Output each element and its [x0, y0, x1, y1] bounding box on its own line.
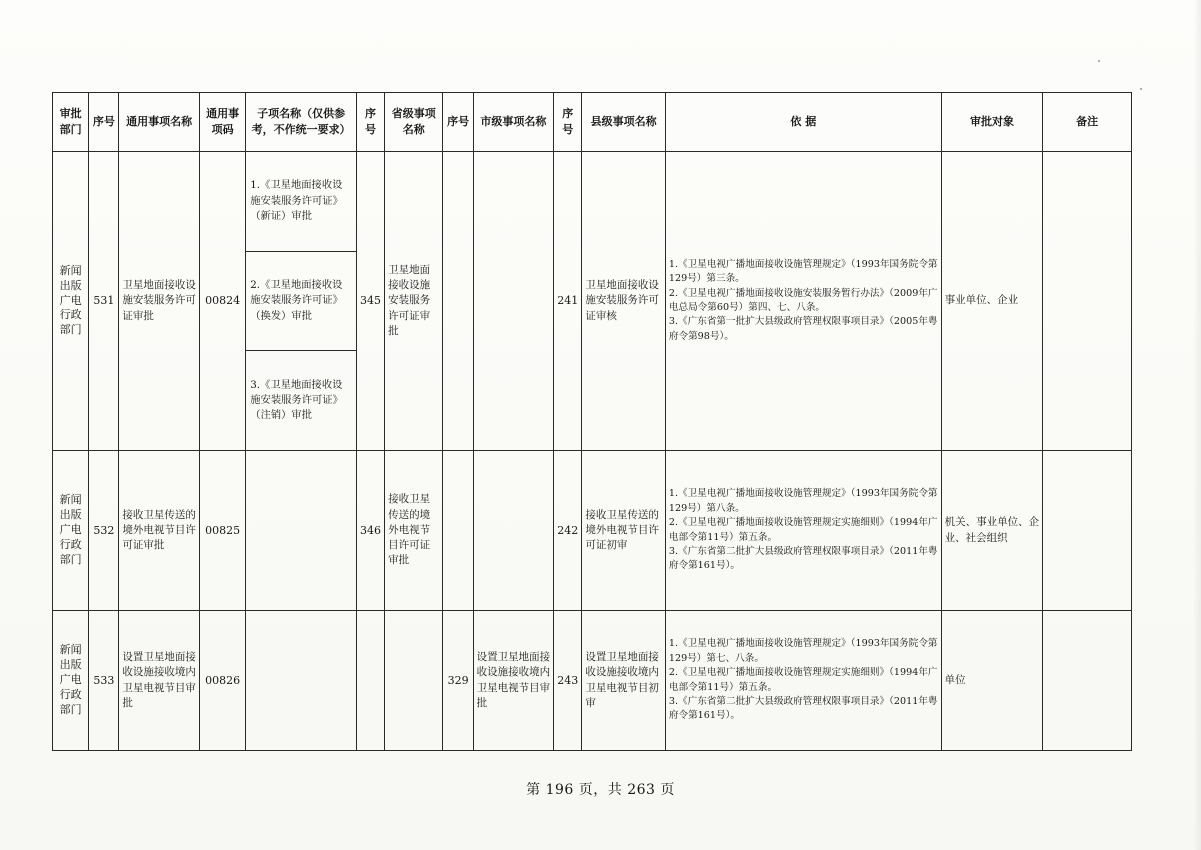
header-county-name: 县级事项名称: [582, 93, 666, 152]
table-row: [53, 451, 1132, 611]
cell-city-seq: 329: [443, 611, 473, 751]
sub-item: 1.《卫星地面接收设施安装服务许可证》（新证）审批: [246, 152, 356, 252]
cell-county-seq: 243: [554, 611, 582, 751]
cell-item-name: 卫星地面接收设施安装服务许可证审批: [119, 152, 200, 451]
cell-sub-items: [246, 152, 357, 451]
cell-seq: 531: [89, 152, 119, 451]
cell-target: 单位: [941, 611, 1043, 751]
sub-item: 3.《卫星地面接收设施安装服务许可证》（注销）审批: [250, 378, 343, 422]
header-item-code: 通用事项码: [199, 93, 245, 152]
header-city-name: 市级事项名称: [473, 93, 554, 152]
cell-county-seq: 241: [554, 152, 582, 451]
header-sub-name: 子项名称（仅供参考，不作统一要求）: [246, 93, 357, 152]
header-dept: 审批部门: [53, 93, 89, 152]
cell-city-name: 设置卫星地面接收设施接收境内卫星电视节目审批: [473, 611, 554, 751]
approval-items-table: [52, 92, 1132, 751]
page-number-footer: 第 196 页，共 263 页: [526, 782, 675, 798]
table-header: [53, 93, 1132, 152]
header-seq: 序号: [89, 93, 119, 152]
header-item-name: 通用事项名称: [119, 93, 200, 152]
cell-item-code: 00824: [199, 152, 245, 451]
cell-target: 事业单位、企业: [941, 152, 1043, 451]
cell-county-name: 设置卫星地面接收设施接收境内卫星电视节目初审: [582, 611, 666, 751]
sub-item: 2.《卫星地面接收设施安装服务许可证》（换发）审批: [246, 252, 356, 352]
cell-seq: 533: [89, 611, 119, 751]
cell-dept: 新闻出版广电行政部门: [53, 152, 89, 451]
cell-dept: 新闻出版广电行政部门: [53, 451, 89, 611]
cell-prov-name: 接收卫星传送的境外电视节目许可证审批: [385, 451, 443, 611]
cell-county-name: 接收卫星传送的境外电视节目许可证初审: [582, 451, 666, 611]
header-city-seq: 序号: [443, 93, 473, 152]
cell-remark: [1043, 451, 1132, 611]
cell-city-name: [473, 152, 554, 451]
scan-speck: [1140, 88, 1142, 90]
cell-county-name: 卫星地面接收设施安装服务许可证审核: [582, 152, 666, 451]
cell-prov-name: [385, 611, 443, 751]
cell-target: 机关、事业单位、企业、社会组织: [941, 451, 1043, 611]
cell-item-name: 接收卫星传送的境外电视节目许可证审批: [119, 451, 200, 611]
cell-remark: [1043, 611, 1132, 751]
table-row: [53, 611, 1132, 751]
cell-city-seq: [443, 451, 473, 611]
cell-county-seq: 242: [554, 451, 582, 611]
cell-sub-items: [246, 451, 357, 611]
cell-basis: 1.《卫星电视广播地面接收设施管理规定》（1993年国务院令第129号）第三条。 2.《卫星电视广播地面接收设施安装服务暂行办法》（2009年广电总局令第60号）第四、七、八条。 3.《广东省第一批扩大县级政府管理权限事项目录》（2005年粤府令第98号）。: [665, 152, 941, 451]
cell-seq: 532: [89, 451, 119, 611]
header-basis: 依 据: [665, 93, 941, 152]
cell-basis: 1.《卫星电视广播地面接收设施管理规定》（1993年国务院令第129号）第八条。 2.《卫星电视广播地面接收设施管理规定实施细则》（1994年广电部令第11号）第五条。 3.《广东省第二批扩大县级政府管理权限事项目录》（2011年粤府令第161号）。: [665, 451, 941, 611]
cell-prov-seq: 345: [356, 152, 384, 451]
cell-prov-name: 卫星地面接收设施安装服务许可证审批: [385, 152, 443, 451]
cell-basis: 1.《卫星电视广播地面接收设施管理规定》（1993年国务院令第129号）第七、八条。 2.《卫星电视广播地面接收设施管理规定实施细则》（1994年广电部令第11号）第五条。 3.《广东省第二批扩大县级政府管理权限事项目录》（2011年粤府令第161号）。: [665, 611, 941, 751]
cell-prov-seq: 346: [356, 451, 384, 611]
cell-sub-items: [246, 611, 357, 751]
table-row: [53, 152, 1132, 451]
cell-remark: [1043, 152, 1132, 451]
scan-edge-shadow: [1193, 0, 1201, 850]
cell-item-code: 00825: [199, 451, 245, 611]
scan-speck: [1098, 60, 1100, 62]
header-target: 审批对象: [941, 93, 1043, 152]
header-remark: 备注: [1043, 93, 1132, 152]
cell-city-seq: [443, 152, 473, 451]
cell-city-name: [473, 451, 554, 611]
header-prov-name: 省级事项名称: [385, 93, 443, 152]
cell-item-code: 00826: [199, 611, 245, 751]
cell-prov-seq: [356, 611, 384, 751]
header-county-seq: 序号: [554, 93, 582, 152]
header-prov-seq: 序号: [356, 93, 384, 152]
cell-item-name: 设置卫星地面接收设施接收境内卫星电视节目审批: [119, 611, 200, 751]
cell-dept: 新闻出版广电行政部门: [53, 611, 89, 751]
